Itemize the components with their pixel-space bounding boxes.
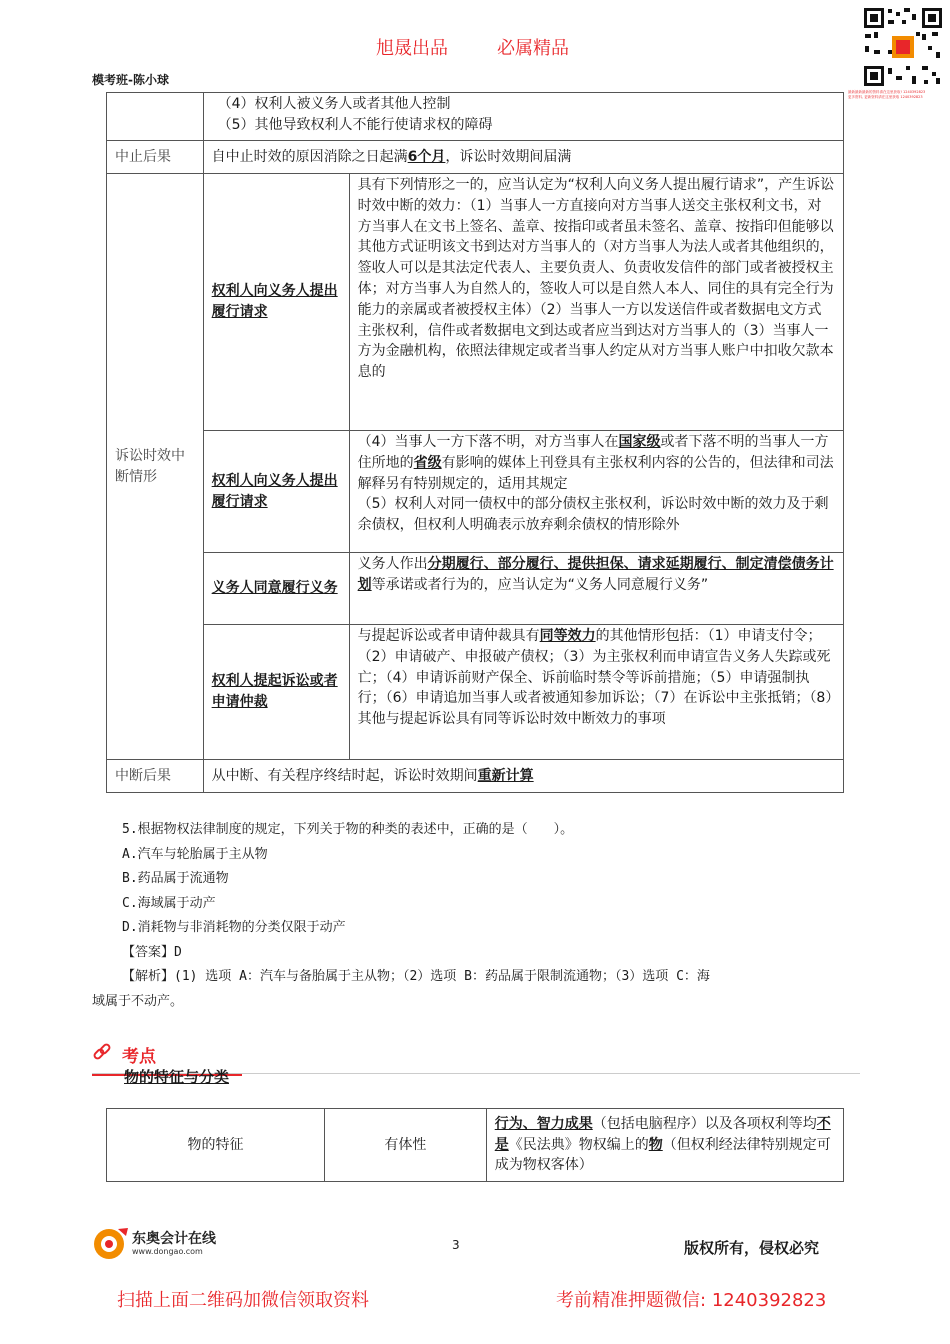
- cell-empty: [107, 93, 204, 141]
- suspend-result-text: 自中止时效的原因消除之日起满6个月，诉讼时效期间届满: [203, 141, 843, 174]
- interrupt-result-text: 从中断、有关程序终结时起，诉讼时效期间重新计算: [203, 760, 843, 793]
- statute-limitation-table: [106, 92, 844, 793]
- answer: 【答案】D: [122, 944, 182, 960]
- interrupt-result-label: 中断后果: [107, 760, 204, 793]
- sub-label-obligor-consent: 义务人同意履行义务: [203, 553, 349, 625]
- option-a: A.汽车与轮胎属于主从物: [122, 846, 268, 862]
- feature-desc: 行为、智力成果（包括电脑程序）以及各项权利等均不是《民法典》物权编上的物（但权利经法律特别规定可成为物权客体）: [486, 1109, 843, 1182]
- section-tag: 考点: [122, 1047, 156, 1067]
- sub-text-notice: （4）当事人一方下落不明，对方当事人在国家级或者下落不明的当事人一方住所地的省级有影响的媒体上刊登具有主张权利内容的公告的，但法律和司法解释另有特别规定的，适用其规定 （5）权利人对同一债权中的部分债权主张权利，诉讼时效中断的效力及于剩余债权，但权利人明确表示放弃剩余债权的情形除外: [349, 431, 843, 553]
- sub-label-performance-request-2: 权利人向义务人提出履行请求: [203, 431, 349, 553]
- option-c: C.海域属于动产: [122, 895, 216, 911]
- sub-label-performance-request: 权利人向义务人提出履行请求: [203, 174, 349, 431]
- option-b: B.药品属于流通物: [122, 871, 229, 886]
- question-block: [92, 818, 862, 1014]
- brand-left: 旭晟出品: [376, 38, 448, 59]
- suspension-causes-cell: （4）权利人被义务人或者其他人控制 （5）其他导致权利人不能行使请求权的障碍: [203, 93, 843, 141]
- option-d: D.消耗物与非消耗物的分类仅限于动产: [122, 920, 346, 935]
- page-number: 3: [452, 1238, 460, 1252]
- logo-name: 东奥会计在线: [132, 1231, 216, 1247]
- suspend-result-label: 中止后果: [107, 141, 204, 174]
- bottom-promo-left: 扫描上面二维码加微信领取资料: [117, 1290, 369, 1311]
- sub-text-obligor-consent: 义务人作出分期履行、部分履行、提供担保、请求延期履行、制定清偿债务计划等承诺或者行为的，应当认定为“义务人同意履行义务”: [349, 553, 843, 625]
- sub-text-lawsuit-arbitration: 与提起诉讼或者申请仲裁具有同等效力的其他情形包括：（1）申请支付令；（2）申请破产、申报破产债权；（3）为主张权利而申请宣告义务人失踪或死亡；（4）申请诉前财产保全、诉前临时禁令等诉前措施；（5）申请强制执行；（6）申请追加当事人或者被通知参加诉讼；（7）在诉讼中主张抵销；（8）其他与提起诉讼具有同等诉讼时效中断效力的事项: [349, 625, 843, 760]
- qr-caption: 最新最新最新的资料请在这里获取! 1240392823 更多资料, 更新资料请在这里获取 1240392823: [848, 90, 926, 99]
- feature-category: 物的特征: [107, 1109, 325, 1182]
- course-name: 模考班-陈小球: [92, 73, 169, 87]
- analysis-line-2: 域属于不动产。: [92, 993, 184, 1009]
- link-icon: [92, 1042, 112, 1062]
- dongao-logo-icon: [92, 1226, 130, 1260]
- qr-code-image: [862, 6, 944, 88]
- property-features-table: [106, 1108, 844, 1182]
- sub-label-lawsuit-arbitration: 权利人提起诉讼或者申请仲裁: [203, 625, 349, 760]
- logo-url: www.dongao.com: [132, 1247, 203, 1256]
- copyright-notice: 版权所有，侵权必究: [684, 1239, 820, 1257]
- feature-name: 有体性: [325, 1109, 487, 1182]
- section-title: 物的特征与分类: [124, 1068, 230, 1086]
- question-stem: 5.根据物权法律制度的规定，下列关于物的种类的表述中，正确的是（ ）。: [122, 822, 574, 837]
- bottom-promo-right: 考前精准押题微信: 1240392823: [556, 1290, 827, 1311]
- interrupt-situations-label: 诉讼时效中断情形: [107, 174, 204, 760]
- sub-text-performance-request: 具有下列情形之一的，应当认定为“权利人向义务人提出履行请求”，产生诉讼时效中断的效力：（1）当事人一方直接向对方当事人送交主张权利文书，对方当事人在文书上签名、盖章、按指印或者虽未签名、盖章、按指印但能够以其他方式证明该文书到达对方当事人的（对方当事人为法人或者其他组织的，签收人可以是其法定代表人、主要负责人、负责收发信件的部门或者被授权主体；对方当事人为自然人的，签收人可以是自然人本人、同住的具有完全行为能力的亲属或者被授权主体）（2）当事人一方以发送信件或者数据电文方式主张权利，信件或者数据电文到达或者应当到达对方当事人的（3）当事人一方为金融机构，依照法律规定或者当事人约定从对方当事人账户中扣收欠款本息的: [349, 174, 843, 431]
- analysis-line-1: 【解析】(1) 选项 A：汽车与备胎属于主从物；（2）选项 B：药品属于限制流通物；（3）选项 C：海: [122, 969, 710, 984]
- brand-right: 必属精品: [497, 38, 569, 59]
